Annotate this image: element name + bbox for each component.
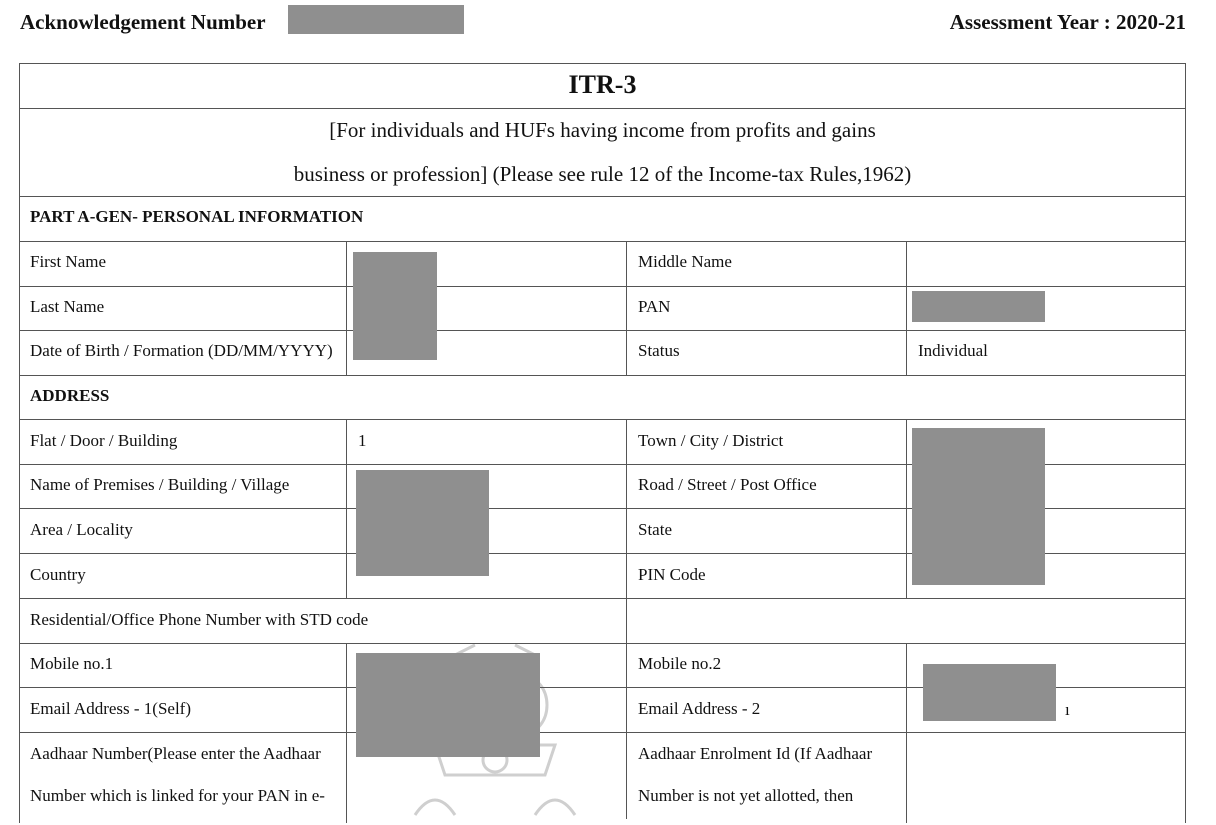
row-divider: [19, 286, 1186, 287]
town-label: Town / City / District: [638, 431, 784, 450]
phone-label: Residential/Office Phone Number with STD code: [30, 610, 369, 629]
mobile2-label: Mobile no.2: [638, 654, 722, 673]
status-value: Individual: [918, 341, 988, 360]
flat-label: Flat / Door / Building: [30, 431, 178, 450]
form-subtitle-line1: [For individuals and HUFs having income from profits and gains: [329, 118, 876, 142]
col-divider: [346, 241, 347, 375]
col-divider: [906, 241, 907, 375]
part-a-heading: PART A-GEN- PERSONAL INFORMATION: [30, 207, 364, 226]
aadhaar-label-line1: Aadhaar Number(Please enter the Aadhaar: [30, 744, 321, 763]
row-divider: [19, 330, 1186, 331]
state-label: State: [638, 520, 672, 539]
address-redaction: [356, 470, 489, 576]
row-divider: [19, 643, 1186, 644]
name-dob-redaction: [353, 252, 437, 360]
col-divider: [906, 643, 907, 823]
country-label: Country: [30, 565, 86, 584]
address-divider: [19, 419, 1186, 420]
aadhaar-enrol-label-line2: Number is not yet allotted, then: [638, 786, 854, 805]
aadhaar-label-line2: Number which is linked for your PAN in e-: [30, 786, 325, 805]
email2-label: Email Address - 2: [638, 699, 761, 718]
part-a-divider: [19, 241, 1186, 242]
row-divider: [19, 375, 1186, 376]
pan-label: PAN: [638, 297, 671, 316]
acknowledgement-number-label: Acknowledgement Number: [20, 10, 266, 34]
col-divider: [346, 419, 347, 598]
flat-value: 1: [358, 431, 367, 450]
col-divider: [906, 419, 907, 598]
form-subtitle-line2: business or profession] (Please see rule 12 of the Income-tax Rules,1962): [293, 162, 912, 186]
form-title: ITR-3: [568, 70, 637, 99]
last-name-label: Last Name: [30, 297, 105, 316]
subtitle-divider: [19, 196, 1186, 197]
address-heading: ADDRESS: [30, 386, 110, 405]
mobile1-label: Mobile no.1: [30, 654, 114, 673]
row-divider: [19, 732, 1186, 733]
email2-value-fragment: ı: [1065, 700, 1070, 719]
dob-label: Date of Birth / Formation (DD/MM/YYYY): [30, 341, 333, 360]
town-pin-redaction: [912, 428, 1045, 585]
middle-name-label: Middle Name: [638, 252, 732, 271]
status-label: Status: [638, 341, 680, 360]
col-divider: [626, 241, 627, 375]
premises-label: Name of Premises / Building / Village: [30, 475, 290, 494]
acknowledgement-number-redaction: [288, 5, 464, 34]
pin-label: PIN Code: [638, 565, 706, 584]
road-label: Road / Street / Post Office: [638, 475, 817, 494]
mobile2-email2-redaction: [923, 664, 1056, 721]
row-divider: [19, 598, 1186, 599]
contact-redaction: [356, 653, 540, 757]
title-divider: [19, 108, 1186, 109]
assessment-year: Assessment Year : 2020-21: [949, 10, 1186, 34]
email1-label: Email Address - 1(Self): [30, 699, 191, 718]
col-divider: [626, 419, 627, 819]
col-divider: [346, 643, 347, 823]
aadhaar-enrol-label-line1: Aadhaar Enrolment Id (If Aadhaar: [638, 744, 873, 763]
area-label: Area / Locality: [30, 520, 133, 539]
pan-redaction: [912, 291, 1045, 322]
first-name-label: First Name: [30, 252, 107, 271]
